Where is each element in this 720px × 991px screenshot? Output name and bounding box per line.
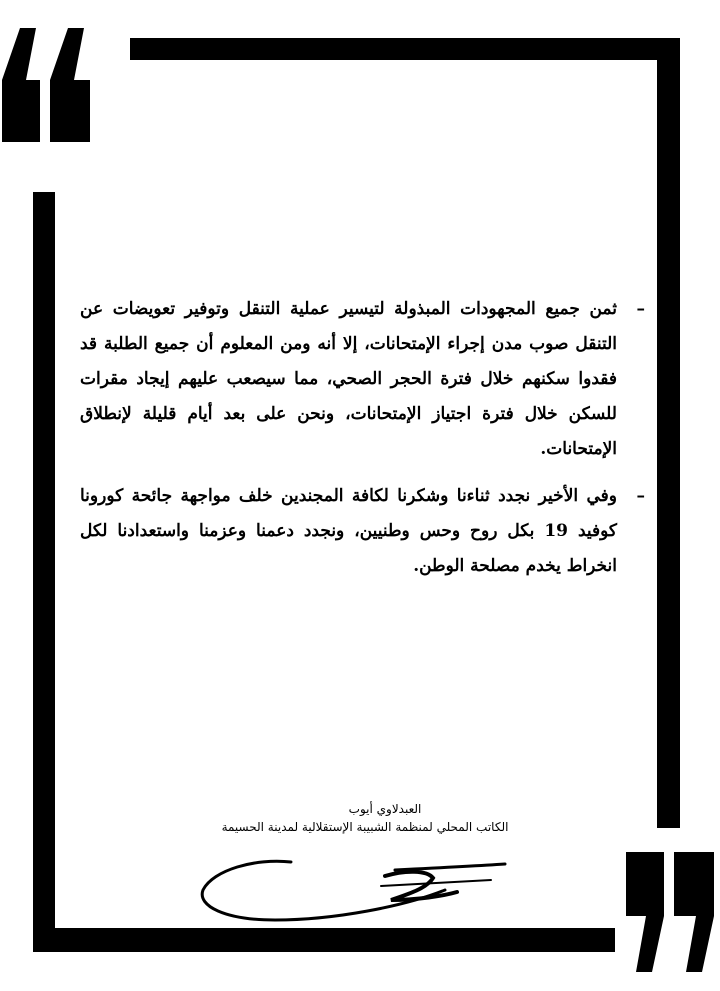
signatory-name: العبدلاوي أيوب xyxy=(348,802,422,816)
paragraph-1 xyxy=(80,292,645,467)
paragraph-text: وفي الأخير نجدد ثناءنا وشكرنا لكافة المجندين خلف مواجهة جائحة كورونا كوفيد 19 بكل روح وحس وطنيين، ونجدد دعمنا وعزمنا واستعدادنا لكل انخراط يخدم مصلحة الوطن. xyxy=(80,486,617,576)
bullet-dash: – xyxy=(636,486,645,506)
signatory-title: الكاتب المحلي لمنظمة الشبيبة الإستقلالية لمدينة الحسيمة xyxy=(221,820,509,834)
signature-block xyxy=(180,800,550,836)
letter-body xyxy=(80,292,645,596)
frame-right-bar xyxy=(657,38,680,828)
close-quote-icon xyxy=(622,852,720,987)
paragraph-text: ثمن جميع المجهودات المبذولة لتيسير عملية التنقل وتوفير تعويضات عن التنقل صوب مدن إجراء الإمتحانات، إلا أنه ومن المعلوم أن جميع الطلبة قد فقدوا سكنهم خلال فترة الحجر الصحي، مما سيصعب عليهم إيجاد مقرات للسكن خلال فترة اجتياز الإمتحانات، ونحن على بعد أيام قليلة لإنطلاق الإمتحانات. xyxy=(80,299,617,459)
frame-top-bar xyxy=(130,38,680,60)
bullet-dash: – xyxy=(636,299,645,319)
frame-left-bar xyxy=(33,192,55,937)
open-quote-icon xyxy=(0,10,100,145)
paragraph-2 xyxy=(80,479,645,584)
handwritten-signature xyxy=(195,848,515,932)
